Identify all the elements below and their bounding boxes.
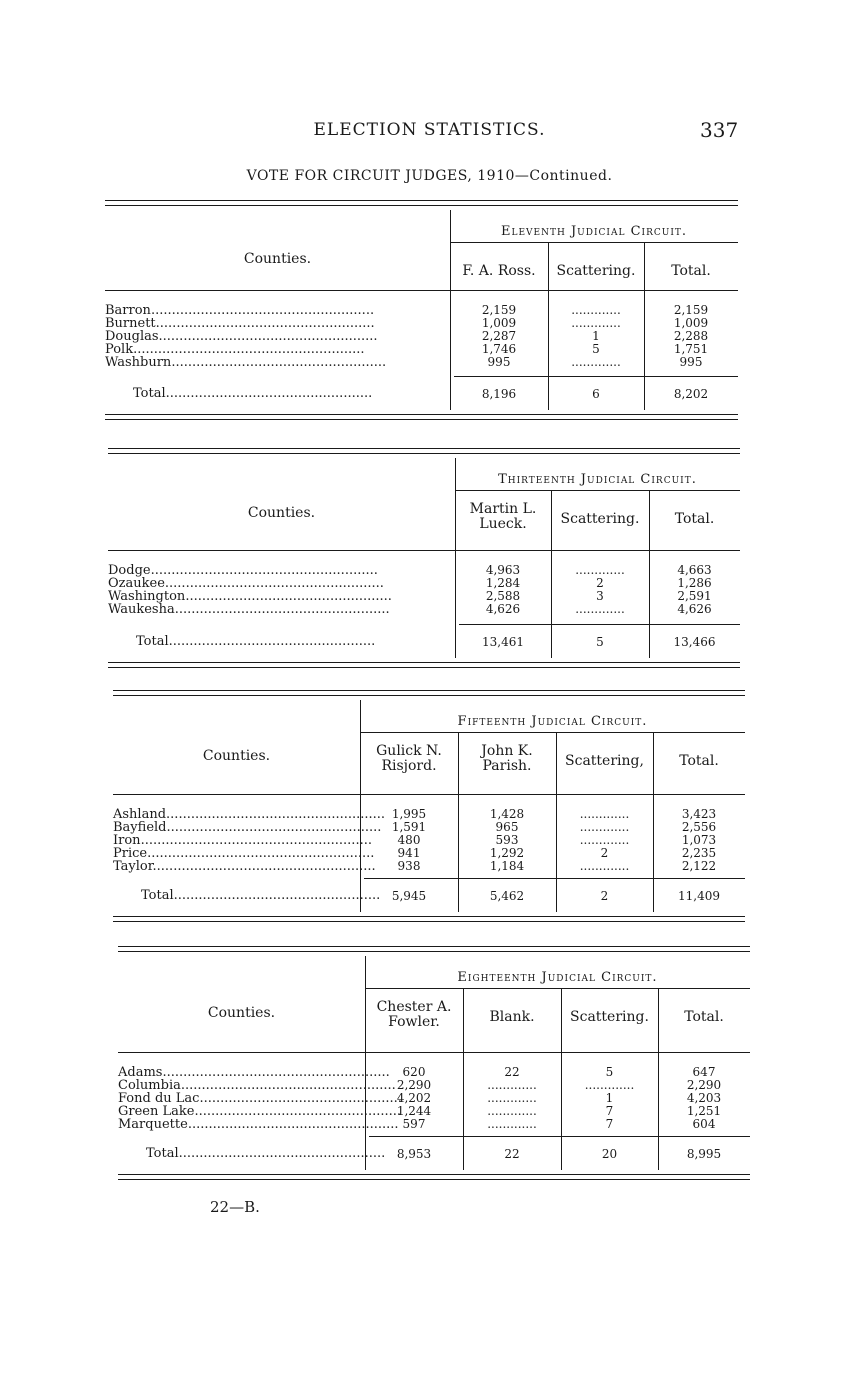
empty-cell-dots: ............. bbox=[571, 303, 621, 317]
leader-dots: ....................................................... bbox=[162, 1065, 390, 1080]
table-top-rule bbox=[118, 951, 750, 952]
page-footer-signature: 22—B. bbox=[210, 1198, 260, 1216]
empty-cell-dots: ............. bbox=[487, 1078, 537, 1092]
table-bottom-rule bbox=[113, 921, 745, 922]
table-top-rule bbox=[108, 453, 740, 454]
table-cell: 1,009 bbox=[481, 316, 517, 330]
empty-cell-dots: ............. bbox=[579, 807, 630, 821]
empty-cell-dots: ............. bbox=[579, 820, 630, 834]
table-cell: 1,746 bbox=[481, 342, 517, 356]
table-cell: 620 bbox=[402, 1065, 426, 1079]
leader-dots: .................................................. bbox=[168, 634, 376, 649]
table-cell: 647 bbox=[692, 1065, 716, 1079]
circuit-title-rule bbox=[455, 490, 740, 491]
total-label-text: Total bbox=[141, 888, 174, 903]
counties-header: Counties. bbox=[247, 505, 316, 521]
table-cell: 7 bbox=[605, 1117, 614, 1131]
table-cell: 7 bbox=[605, 1104, 614, 1118]
total-label-text: Total bbox=[136, 634, 169, 649]
total-cell: 5,462 bbox=[489, 889, 525, 903]
circuit-title-rule bbox=[450, 242, 738, 243]
page-header-title: ELECTION STATISTICS. bbox=[313, 120, 546, 140]
column-header: Scattering. bbox=[560, 511, 640, 527]
table-top-rule bbox=[113, 695, 745, 696]
total-row-label bbox=[146, 1146, 386, 1161]
table-cell: 1 bbox=[592, 329, 600, 343]
empty-cell-dots: ............. bbox=[571, 316, 621, 330]
total-cell: 13,466 bbox=[673, 635, 716, 649]
county-label: Columbia bbox=[118, 1078, 181, 1093]
table-cell: 1,184 bbox=[489, 859, 525, 873]
circuit-title: Eleventh Judicial Circuit. bbox=[500, 224, 688, 239]
table-bottom-rule bbox=[105, 414, 738, 415]
empty-cell-dots: ............. bbox=[575, 602, 625, 616]
table-cell: 2 bbox=[596, 576, 604, 590]
column-header: Total. bbox=[684, 1009, 724, 1025]
total-cell: 2 bbox=[600, 889, 609, 903]
leader-dots: ................................................. bbox=[199, 1091, 402, 1106]
page-subtitle: VOTE FOR CIRCUIT JUDGES, 1910—Continued. bbox=[246, 168, 613, 184]
table-cell: 2,287 bbox=[481, 329, 517, 343]
totals-rule bbox=[364, 878, 745, 879]
table-top-rule bbox=[113, 690, 745, 691]
leader-dots: .................................................. bbox=[178, 1146, 386, 1161]
county-label: Fond du Lac bbox=[118, 1091, 200, 1106]
leader-dots: ..................................................... bbox=[155, 316, 375, 331]
county-label: Iron bbox=[113, 833, 141, 848]
leader-dots: ..................................................... bbox=[166, 807, 386, 822]
leader-dots: .................................................... bbox=[166, 820, 382, 835]
table-cell: 1,995 bbox=[391, 807, 427, 821]
leader-dots: .................................................... bbox=[162, 329, 378, 344]
county-label: Barron bbox=[105, 303, 151, 318]
table-cell: 2,290 bbox=[396, 1078, 432, 1092]
counties-header: Counties. bbox=[202, 748, 271, 764]
leader-dots: .................................................. bbox=[185, 589, 392, 604]
table-cell: 4,202 bbox=[396, 1091, 432, 1105]
county-label: Price bbox=[113, 846, 148, 861]
county-label: Dodge bbox=[108, 563, 151, 578]
table-cell: 938 bbox=[397, 859, 421, 873]
table-cell: 1,009 bbox=[673, 316, 709, 330]
empty-cell-dots: ............. bbox=[487, 1104, 537, 1118]
table-cell: 1,284 bbox=[485, 576, 521, 590]
table-cell: 3 bbox=[596, 589, 604, 603]
table-cell: 480 bbox=[397, 833, 421, 847]
table-cell: 5 bbox=[605, 1065, 614, 1079]
empty-cell-dots: ............. bbox=[579, 833, 630, 847]
table-cell: 2,591 bbox=[677, 589, 712, 603]
table-cell: 4,626 bbox=[485, 602, 521, 616]
table-cell: 1,428 bbox=[489, 807, 525, 821]
column-header: John K. Parish. bbox=[481, 743, 533, 774]
county-label: Ozaukee bbox=[108, 576, 165, 591]
total-row-label bbox=[136, 634, 449, 649]
table-cell: 2,288 bbox=[673, 329, 709, 343]
table-cell: 2,159 bbox=[673, 303, 709, 317]
county-label: Washburn bbox=[105, 355, 172, 370]
circuit-table bbox=[0, 200, 859, 420]
total-cell: 13,461 bbox=[482, 635, 524, 649]
county-label: Burnett bbox=[105, 316, 156, 331]
table-cell: 1,292 bbox=[489, 846, 525, 860]
leader-dots: ....................................................... bbox=[150, 563, 378, 578]
empty-cell-dots: ............. bbox=[575, 563, 625, 577]
county-label: Adams bbox=[118, 1065, 163, 1080]
circuit-table bbox=[0, 448, 859, 668]
county-label: Washington bbox=[108, 589, 186, 604]
column-divider bbox=[360, 700, 361, 912]
table-bottom-rule bbox=[118, 1174, 750, 1175]
empty-cell-dots: ............. bbox=[571, 355, 621, 369]
circuit-title: Eighteenth Judicial Circuit. bbox=[457, 970, 658, 985]
column-header: Chester A. Fowler. bbox=[376, 999, 452, 1030]
circuit-title: Thirteenth Judicial Circuit. bbox=[498, 472, 697, 487]
county-label: Polk bbox=[105, 342, 134, 357]
table-cell: 22 bbox=[504, 1065, 520, 1079]
county-label: Taylor bbox=[113, 859, 153, 874]
table-cell: 2,556 bbox=[681, 820, 717, 834]
column-header: Total. bbox=[674, 511, 715, 527]
circuit-table bbox=[0, 946, 859, 1180]
table-bottom-rule bbox=[108, 662, 740, 663]
table-cell: 1,251 bbox=[686, 1104, 722, 1118]
circuit-title-rule bbox=[360, 732, 745, 733]
column-header: F. A. Ross. bbox=[462, 263, 536, 279]
column-header-rule bbox=[113, 794, 745, 795]
table-cell: 995 bbox=[487, 355, 511, 369]
total-label-text: Total bbox=[133, 386, 166, 401]
table-cell: 5 bbox=[592, 342, 600, 356]
empty-cell-dots: ............. bbox=[584, 1078, 635, 1092]
table-cell: 1,751 bbox=[673, 342, 709, 356]
leader-dots: ...................................................... bbox=[152, 859, 376, 874]
table-cell: 2,235 bbox=[681, 846, 717, 860]
page-number: 337 bbox=[700, 118, 739, 142]
column-header: Total. bbox=[679, 753, 719, 769]
county-name bbox=[108, 603, 449, 616]
total-label-text: Total bbox=[146, 1146, 179, 1161]
leader-dots: ........................................................ bbox=[140, 833, 372, 848]
counties-header: Counties. bbox=[243, 251, 312, 267]
table-cell: 4,203 bbox=[686, 1091, 722, 1105]
column-header-rule bbox=[108, 550, 740, 551]
table-cell: 2,290 bbox=[686, 1078, 722, 1092]
table-bottom-rule bbox=[105, 419, 738, 420]
column-header: Scattering. bbox=[556, 263, 636, 279]
county-name bbox=[118, 1117, 399, 1132]
table-top-rule bbox=[105, 200, 738, 201]
total-cell: 11,409 bbox=[678, 889, 720, 903]
counties-header: Counties. bbox=[207, 1005, 276, 1021]
leader-dots: .................................................... bbox=[171, 355, 387, 370]
table-cell: 1 bbox=[605, 1091, 614, 1105]
county-label: Bayfield bbox=[113, 820, 167, 835]
table-cell: 941 bbox=[397, 846, 421, 860]
leader-dots: .................................................. bbox=[165, 386, 373, 401]
county-name bbox=[113, 859, 376, 874]
leader-dots: .................................................. bbox=[173, 888, 381, 903]
column-divider bbox=[455, 458, 456, 658]
table-cell: 1,244 bbox=[396, 1104, 432, 1118]
column-header: Total. bbox=[671, 263, 711, 279]
circuit-title: Fifteenth Judicial Circuit. bbox=[457, 714, 648, 729]
table-cell: 2,122 bbox=[681, 859, 717, 873]
leader-dots: .................................................... bbox=[180, 1078, 396, 1093]
total-cell: 6 bbox=[592, 387, 600, 401]
table-cell: 4,663 bbox=[677, 563, 712, 577]
total-row-label bbox=[133, 386, 444, 401]
leader-dots: .................................................... bbox=[174, 602, 390, 617]
column-header-rule bbox=[118, 1052, 750, 1053]
table-cell: 597 bbox=[402, 1117, 426, 1131]
leader-dots: ........................................................ bbox=[133, 342, 365, 357]
leader-dots: ....................................................... bbox=[147, 846, 375, 861]
total-cell: 5 bbox=[596, 635, 604, 649]
empty-cell-dots: ............. bbox=[579, 859, 630, 873]
total-cell: 8,995 bbox=[686, 1147, 722, 1161]
table-cell: 3,423 bbox=[681, 807, 717, 821]
leader-dots: ..................................................... bbox=[164, 576, 384, 591]
table-bottom-rule bbox=[113, 916, 745, 917]
column-header: Scattering, bbox=[565, 753, 644, 769]
total-cell: 20 bbox=[601, 1147, 618, 1161]
table-cell: 2,159 bbox=[481, 303, 517, 317]
leader-dots: ................................................... bbox=[187, 1117, 399, 1132]
table-cell: 1,591 bbox=[391, 820, 427, 834]
table-cell: 1,073 bbox=[681, 833, 717, 847]
total-cell: 5,945 bbox=[391, 889, 427, 903]
circuit-title-rule bbox=[365, 988, 750, 989]
county-label: Douglas. bbox=[105, 329, 163, 344]
total-row-label bbox=[141, 888, 381, 903]
empty-cell-dots: ............. bbox=[487, 1117, 537, 1131]
table-cell: 995 bbox=[679, 355, 703, 369]
county-label: Waukesha bbox=[108, 602, 175, 617]
table-cell: 604 bbox=[692, 1117, 716, 1131]
empty-cell-dots: ............. bbox=[487, 1091, 537, 1105]
total-cell: 8,202 bbox=[673, 387, 709, 401]
column-header: Blank. bbox=[489, 1009, 535, 1025]
table-cell: 2 bbox=[600, 846, 609, 860]
totals-rule bbox=[459, 624, 740, 625]
county-label: Ashland bbox=[113, 807, 167, 822]
total-cell: 8,196 bbox=[481, 387, 517, 401]
total-cell: 8,953 bbox=[396, 1147, 432, 1161]
column-header: Martin L. Lueck. bbox=[469, 501, 537, 532]
table-bottom-rule bbox=[108, 667, 740, 668]
circuit-table bbox=[0, 690, 859, 922]
county-label: Green Lake bbox=[118, 1104, 195, 1119]
table-cell: 4,963 bbox=[485, 563, 521, 577]
table-top-rule bbox=[105, 205, 738, 206]
table-top-rule bbox=[118, 946, 750, 947]
table-cell: 2,588 bbox=[485, 589, 521, 603]
table-cell: 1,286 bbox=[677, 576, 712, 590]
totals-rule bbox=[369, 1136, 750, 1137]
column-header: Gulick N. Risjord. bbox=[376, 743, 442, 774]
leader-dots: .................................................. bbox=[194, 1104, 402, 1119]
totals-rule bbox=[454, 376, 738, 377]
table-cell: 593 bbox=[495, 833, 519, 847]
total-cell: 22 bbox=[504, 1147, 520, 1161]
table-bottom-rule bbox=[118, 1179, 750, 1180]
leader-dots: ...................................................... bbox=[150, 303, 375, 318]
column-header: Scattering. bbox=[570, 1009, 649, 1025]
county-name bbox=[105, 356, 444, 369]
table-cell: 4,626 bbox=[677, 602, 712, 616]
column-divider bbox=[365, 956, 366, 1170]
county-label: Marquette bbox=[118, 1117, 188, 1132]
table-cell: 965 bbox=[495, 820, 519, 834]
table-top-rule bbox=[108, 448, 740, 449]
